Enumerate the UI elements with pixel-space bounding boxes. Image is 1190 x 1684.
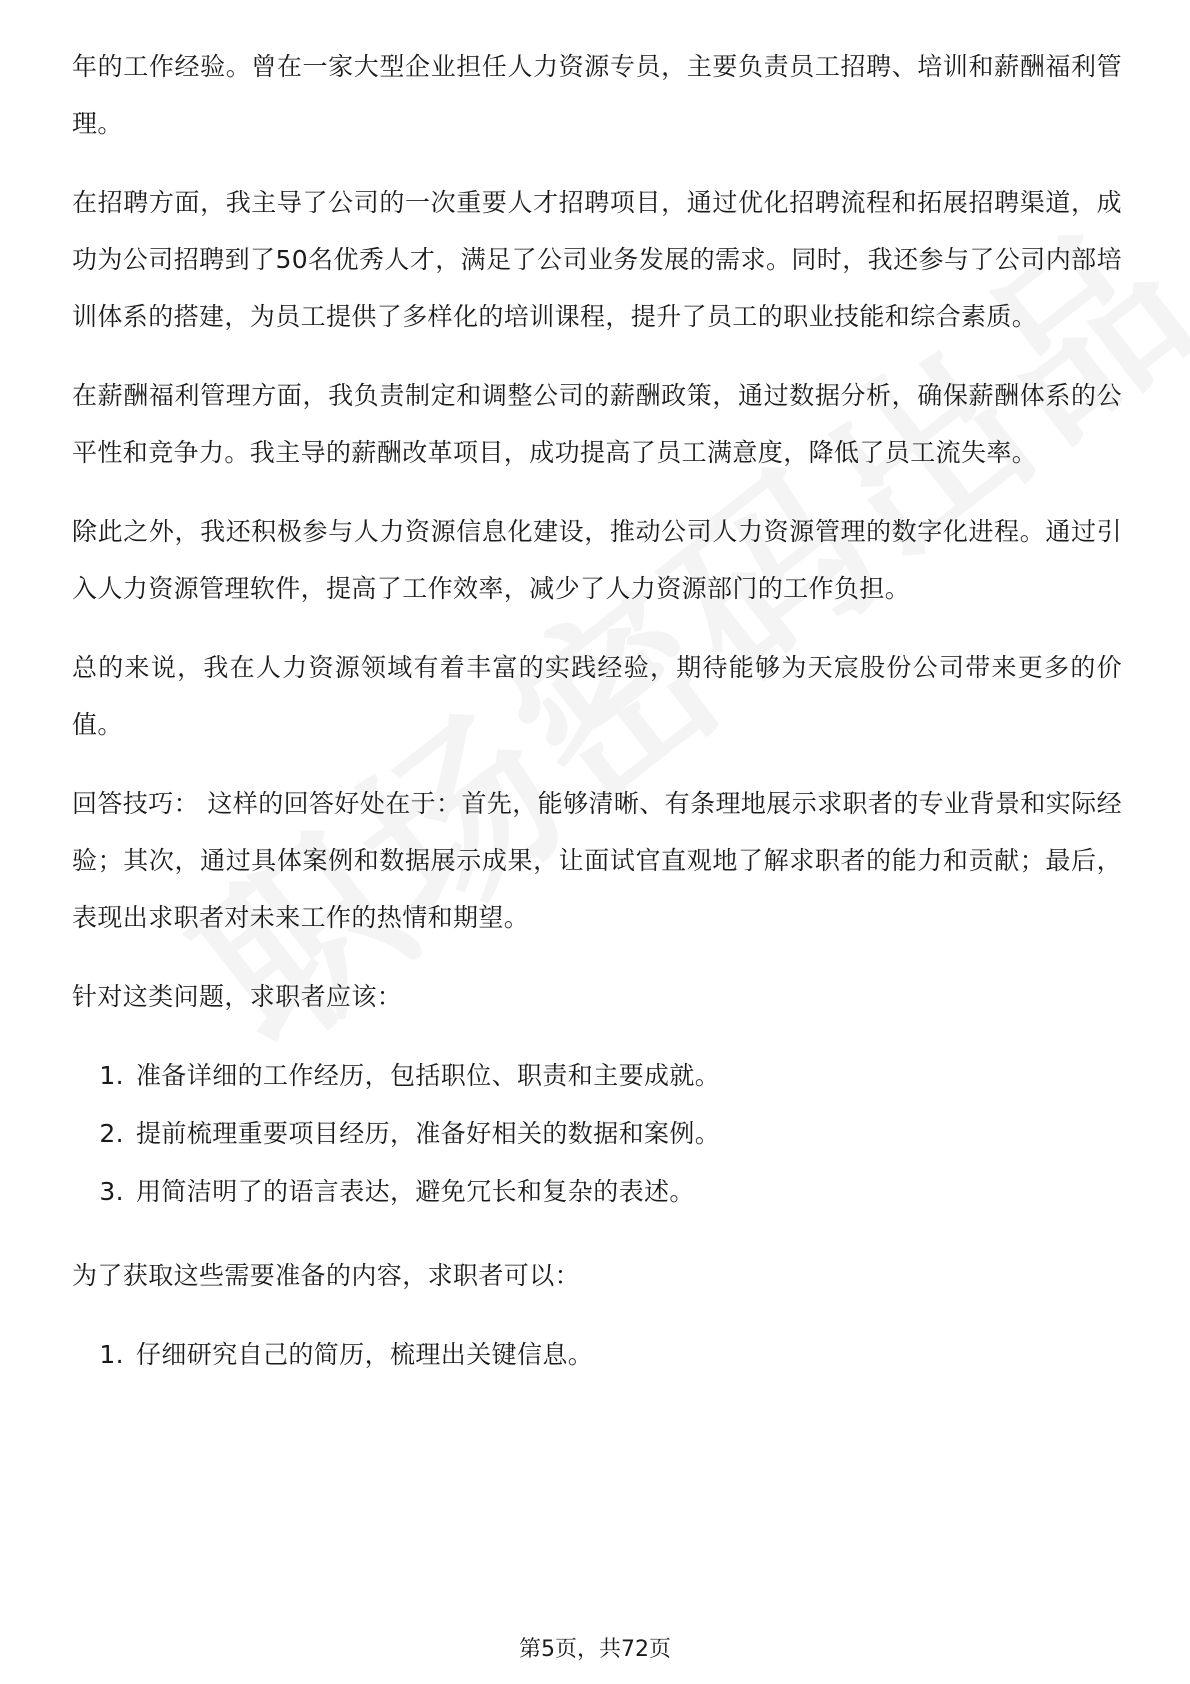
paragraph-recruitment: 在招聘方面，我主导了公司的一次重要人才招聘项目，通过优化招聘流程和拓展招聘渠道，成功为公司招聘到了50名优秀人才，满足了公司业务发展的需求。同时，我还参与了公司内部培训体系的搭建，为员工提供了多样化的培训课程，提升了员工的职业技能和综合素质。 xyxy=(72,188,1122,331)
list-item: 3. 用简洁明了的语言表达，避免冗长和复杂的表述。 xyxy=(99,1177,695,1206)
list-item: 1. 仔细研究自己的简历，梳理出关键信息。 xyxy=(99,1340,594,1369)
paragraph-compensation: 在薪酬福利管理方面，我负责制定和调整公司的薪酬政策，通过数据分析，确保薪酬体系的公平性和竞争力。我主导的薪酬改革项目，成功提高了员工满意度，降低了员工流失率。 xyxy=(72,381,1122,467)
paragraph-digitalization: 除此之外，我还积极参与人力资源信息化建设，推动公司人力资源管理的数字化进程。通过引入人力资源管理软件，提高了工作效率，减少了人力资源部门的工作负担。 xyxy=(72,517,1122,603)
paragraph-work-experience: 年的工作经验。曾在一家大型企业担任人力资源专员，主要负责员工招聘、培训和薪酬福利管理。 xyxy=(72,52,1122,138)
paragraph-summary: 总的来说，我在人力资源领域有着丰富的实践经验，期待能够为天宸股份公司带来更多的价值。 xyxy=(72,653,1122,739)
page-content xyxy=(72,38,1122,1410)
list-item: 1. 准备详细的工作经历，包括职位、职责和主要成就。 xyxy=(99,1061,721,1090)
section1-list xyxy=(72,1047,1122,1221)
page-number: 第5页，共72页 xyxy=(519,1637,671,1662)
section2-list xyxy=(72,1326,1122,1384)
paragraph-answer-tips: 回答技巧： 这样的回答好处在于：首先，能够清晰、有条理地展示求职者的专业背景和实际经验；其次，通过具体案例和数据展示成果，让面试官直观地了解求职者的能力和贡献；最后，表现出求职者对未来工作的热情和期望。 xyxy=(72,789,1122,932)
section1-heading: 针对这类问题，求职者应该： xyxy=(72,982,403,1011)
section2-heading: 为了获取这些需要准备的内容，求职者可以： xyxy=(72,1261,581,1290)
list-item: 2. 提前梳理重要项目经历，准备好相关的数据和案例。 xyxy=(99,1119,721,1148)
